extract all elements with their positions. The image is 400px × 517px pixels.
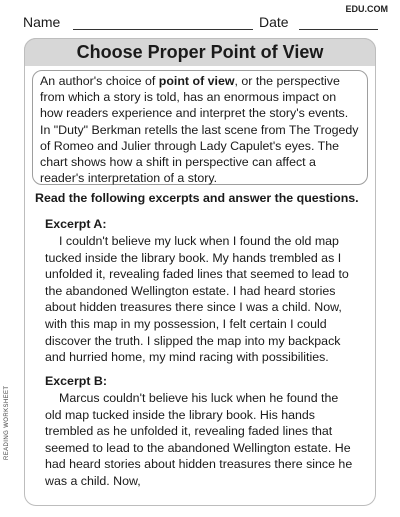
intro-text-part1: An author's choice of [40,74,159,88]
intro-bold-term: point of view [158,74,235,88]
name-date-header [23,14,378,34]
instructions: Read the following excerpts and answer the questions. [35,191,359,205]
name-line [73,29,253,30]
intro-text-part2: , or the perspective from which a story is told, has an enormous impact on how readers experience and interpret the story's events. In "Duty" Berkman retells the last scene from The Trogedy of Romeo and Julier through Lady Capulet's eyes. The chart shows how a shift in perspective can affect a reader's interpretation of a story. [40,74,359,186]
worksheet-title: Choose Proper Point of View [24,38,376,66]
date-line [299,29,378,30]
intro-paragraph [32,70,368,185]
excerpt-b-label: Excerpt B: [45,374,107,388]
date-label: Date [259,14,289,30]
excerpt-a-label: Excerpt A: [45,217,107,231]
excerpt-b-text: Marcus couldn't believe his luck when he found the old map tucked inside the library book. His hands trembled as he unfolded it, revealing faded lines that seemed to lead to the abandoned Wellington estate. He had heard stories about hidden treasures there since he was a child. Now, [45,391,353,488]
name-label: Name [23,14,61,30]
side-label: READING WORKSHEET [4,385,10,460]
site-logo: EDU.COM [345,4,388,14]
excerpt-a-text: I couldn't believe my luck when I found the old map tucked inside the library book. My hands trembled as I unfolded it, revealing faded lines that seemed to lead to the abandoned Wellington estate. I had heard stories about hidden treasures there since I was a child. Now, with this map in my possession, I felt certain I could discover the truth. I slipped the map into my backpack and hurried home, my mind racing with possibilities. [45,234,349,365]
